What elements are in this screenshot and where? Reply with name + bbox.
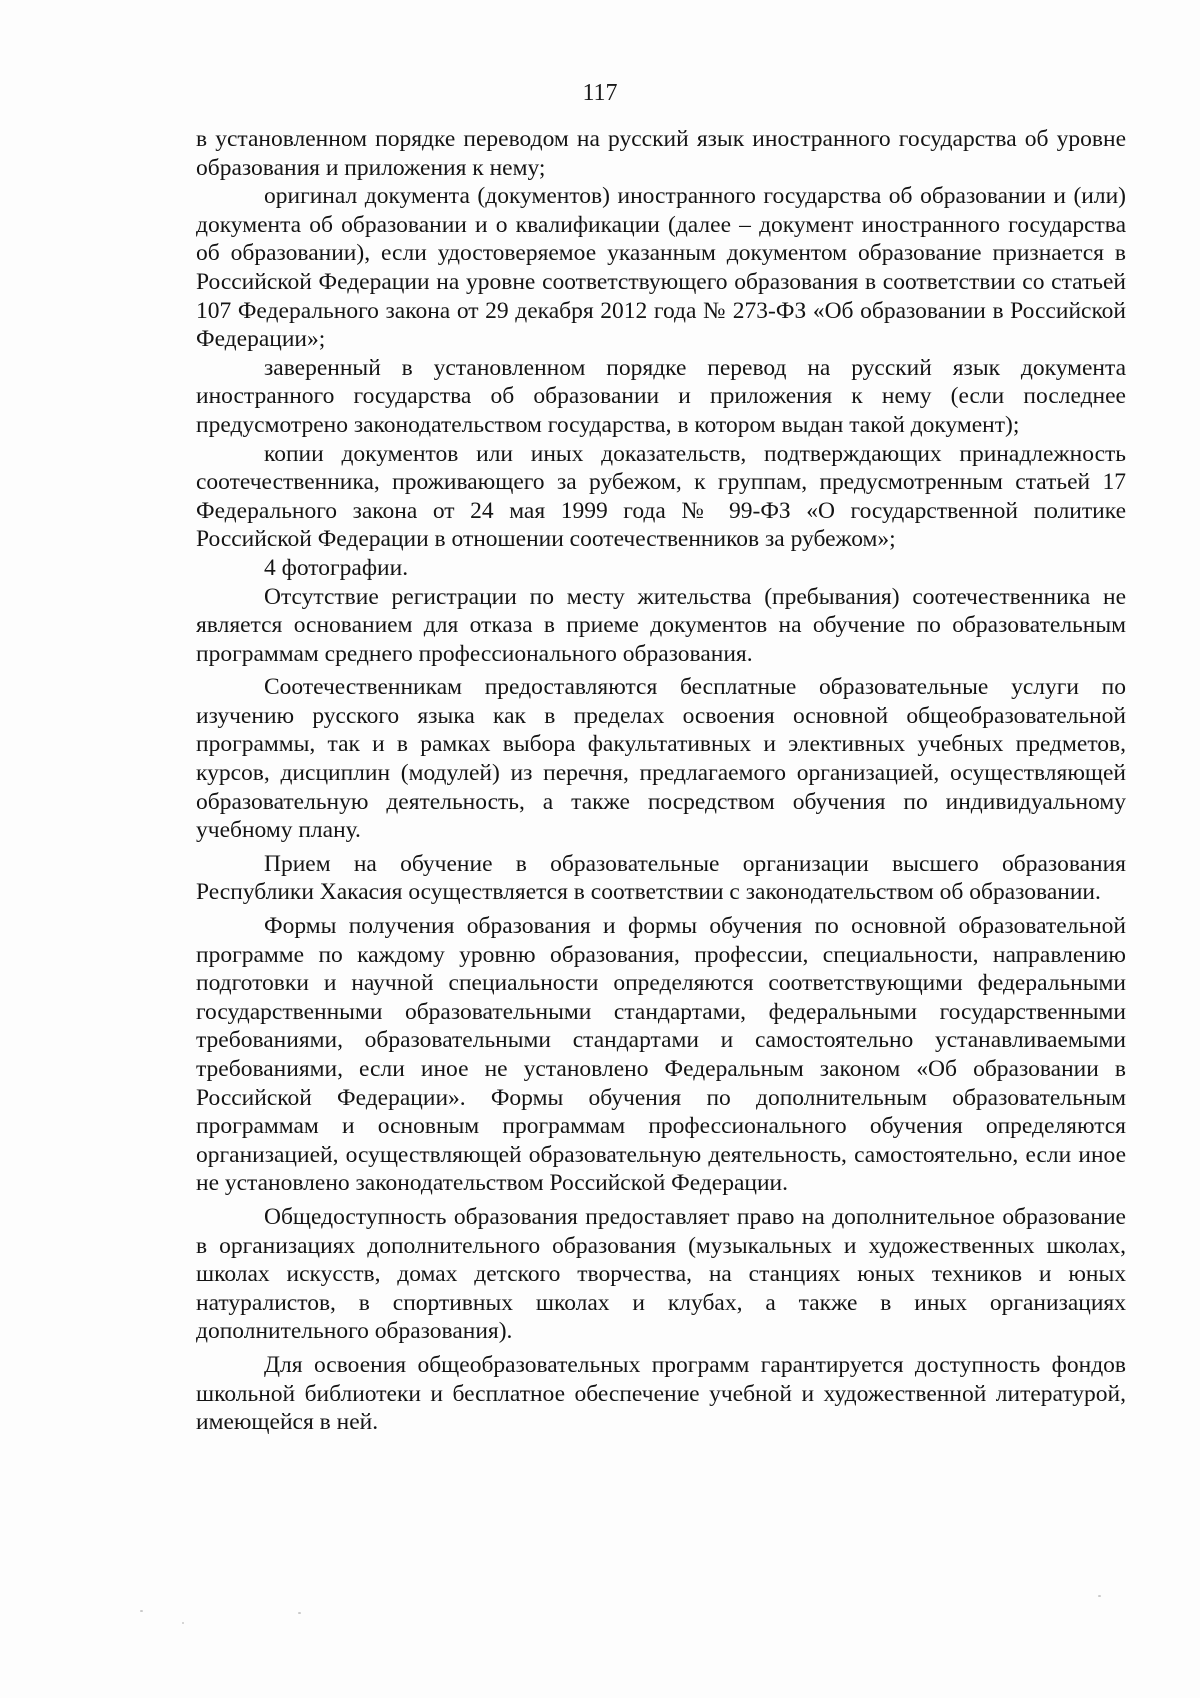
paragraph-forms-of-education: Формы получения образования и формы обучения по основной образовательной программе по каждому уровню образования, профессии, специальности, направлению подготовки и научной специальности определяются соответствующими федеральными государственными образовательными стандартами, федеральными государственными требованиями, образовательными стандартами и самостоятельно устанавливаемыми требованиями, если иное не установлено Федеральным законом «Об образовании в Российской Федерации». Формы обучения по дополнительным образовательным программам и основным программам профессионального обучения определяются организацией, осуществляющей образовательную деятельность, самостоятельно, если иное не установлено законодательством Российской Федерации. [196, 913, 1126, 1197]
scan-speck [182, 1622, 184, 1624]
paragraph-original-document: оригинал документа (документов) иностранного государства об образовании и (или) документа об образовании и о квалификации (далее – документ иностранного государства об образовании), если удостоверяемое указанным документом образование признается в Российской Федерации на уровне соответствующего образования в соответствии со статьей 107 Федерального закона от 29 декабря 2012 года № 273-ФЗ «Об образовании в Российской Федерации»; [196, 183, 1126, 353]
paragraph-continuation: в установленном порядке переводом на русский язык иностранного государства об уровне образования и приложения к нему; [196, 126, 1126, 181]
paragraph-higher-education-admission: Прием на обучение в образовательные организации высшего образования Республики Хакасия осуществляется в соответствии с законодательством об образовании. [196, 850, 1126, 906]
scan-speck [140, 1610, 143, 1612]
paragraph-certified-translation: заверенный в установленном порядке перевод на русский язык документа иностранного государства об образовании и приложения к нему (если последнее предусмотрено законодательством государства, в котором выдан такой документ); [196, 354, 1126, 438]
paragraph-registration: Отсутствие регистрации по месту жительства (пребывания) соотечественника не является основанием для отказа в приеме документов на обучение по образовательным программам среднего профессионального образования. [196, 583, 1126, 667]
paragraph-compatriot-evidence: копии документов или иных доказательств, подтверждающих принадлежность соотечественника, проживающего за рубежом, к группам, предусмотренным статьей 17 Федерального закона от 24 мая 1999 года № 99-ФЗ «О государственной политике Российской Федерации в отношении соотечественников за рубежом»; [196, 440, 1126, 553]
scan-speck [1098, 1595, 1101, 1597]
paragraph-photos: 4 фотографии. [264, 554, 409, 581]
scan-speck [298, 1612, 301, 1614]
paragraph-additional-education: Общедоступность образования предоставляет право на дополнительное образование в организациях дополнительного образования (музыкальных и художественных школах, школах искусств, домах детского творчества, на станциях юных техников и юных натуралистов, в спортивных школах и клубах, а также в иных организациях дополнительного образования). [196, 1203, 1126, 1345]
document-body [196, 125, 1126, 1437]
paragraph-russian-language-services: Соотечественникам предоставляются бесплатные образовательные услуги по изучению русского языка как в пределах освоения основной общеобразовательной программы, так и в рамках выбора факультативных и элективных учебных предметов, курсов, дисциплин (модулей) из перечня, предлагаемого организацией, осуществляющей образовательную деятельность, а также посредством обучения по индивидуальному учебному плану. [196, 674, 1126, 844]
paragraph-library-access: Для освоения общеобразовательных программ гарантируется доступность фондов школьной библиотеки и бесплатное обеспечение учебной и художественной литературой, имеющейся в ней. [196, 1351, 1126, 1436]
page-number: 117 [582, 80, 618, 106]
